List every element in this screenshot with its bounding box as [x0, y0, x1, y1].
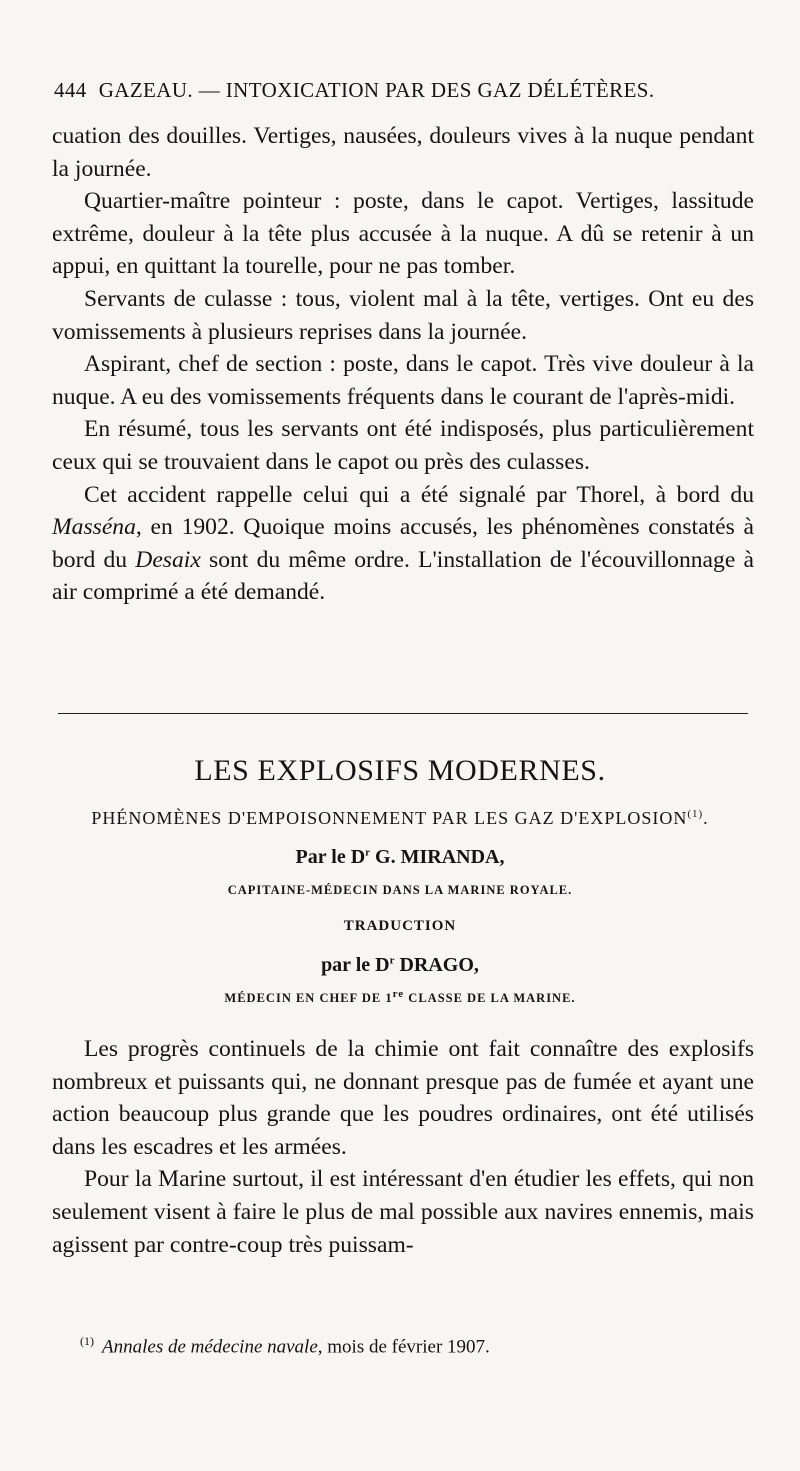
footnote-mark: (1): [80, 1334, 94, 1348]
article-body: [52, 1033, 754, 1261]
author-sup: r: [365, 846, 371, 859]
translator-prefix: par le D: [321, 954, 390, 976]
translator-role-b: CLASSE DE LA MARINE.: [404, 991, 576, 1005]
translator-sup: r: [389, 954, 395, 967]
article-subtitle: [0, 808, 800, 829]
translation-label: TRADUCTION: [343, 918, 457, 934]
translator-role-a: MÉDECIN EN CHEF DE 1: [224, 991, 393, 1005]
translator-name: DRAGO,: [394, 954, 479, 976]
paragraph-continuation: cuation des douilles. Vertiges, nausées, douleurs vives à la nuque pendant la journée.: [52, 123, 754, 182]
paragraph-aspirant: Aspirant, chef de section : poste, dans le capot. Très vive douleur à la nuque. A eu des vomissements fréquents dans le courant de l'après-midi.: [52, 351, 754, 410]
running-head: [54, 78, 754, 103]
thorel-text-part2: , en 1902. Quoique moins accusés, les phénomènes constatés à bord du: [52, 514, 754, 573]
section-divider: [58, 713, 748, 714]
translator-role-sup: re: [392, 987, 405, 1000]
previous-article-text: [52, 120, 754, 609]
footnote-rest: , mois de février 1907.: [317, 1336, 490, 1358]
ship-name-desaix: Desaix: [135, 546, 201, 573]
paragraph-marine: Pour la Marine surtout, il est intéressant d'en étudier les effets, qui non seulement visent à faire le plus de mal possible aux navires ennemis, mais agissent par contre-coup très puissam-: [52, 1166, 754, 1258]
article-title: LES EXPLOSIFS MODERNES.: [194, 754, 606, 787]
paragraph-resume: En résumé, tous les servants ont été indisposés, plus particulièrement ceux qui se trouvaient dans le capot ou près des culasses.: [52, 416, 754, 475]
paragraph-quartier-maitre: Quartier-maître pointeur : poste, dans le capot. Vertiges, lassitude extrême, douleur à la tête plus accusée à la nuque. A dû se retenir à un appui, en quittant la tourelle, pour ne pas tomber.: [52, 188, 754, 280]
paragraph-thorel: [52, 479, 754, 609]
thorel-text-part3: sont du même ordre. L'installation de l'écouvillonnage à air comprimé a été demandé.: [52, 546, 754, 606]
paragraph-progres: Les progrès continuels de la chimie ont fait connaître des explosifs nombreux et puissants qui, ne donnant presque pas de fumée et ayant une action beaucoup plus grande que les poudres ordinaires, ont été utilisés dans les escadres et les armées.: [52, 1036, 754, 1160]
subtitle-footnote-mark: (1): [687, 808, 704, 820]
article-subtitle-text: PHÉNOMÈNES D'EMPOISONNEMENT PAR LES GAZ D'EXPLOSION: [91, 808, 688, 828]
thorel-text-part1: Cet accident rappelle celui qui a été signalé par Thorel, à bord du: [84, 481, 754, 508]
author-line: [0, 846, 800, 869]
article-subtitle-end: .: [703, 808, 709, 828]
author-role: CAPITAINE-MÉDECIN DANS LA MARINE ROYALE.: [227, 883, 573, 897]
translator-line: [0, 954, 800, 977]
author-prefix: Par le D: [295, 846, 366, 868]
footnote: [80, 1334, 490, 1358]
ship-name-massena: Masséna: [52, 514, 136, 541]
paragraph-servants: Servants de culasse : tous, violent mal à la tête, vertiges. Ont eu des vomissements à plusieurs reprises dans la journée.: [52, 285, 754, 345]
translator-role: [0, 987, 800, 1006]
author-name: G. MIRANDA,: [370, 846, 505, 868]
page-number: 444: [54, 78, 87, 102]
running-head-title: GAZEAU. — INTOXICATION PAR DES GAZ DÉLÉTÈRES.: [98, 78, 655, 102]
footnote-journal: Annales de médecine navale: [102, 1336, 318, 1358]
